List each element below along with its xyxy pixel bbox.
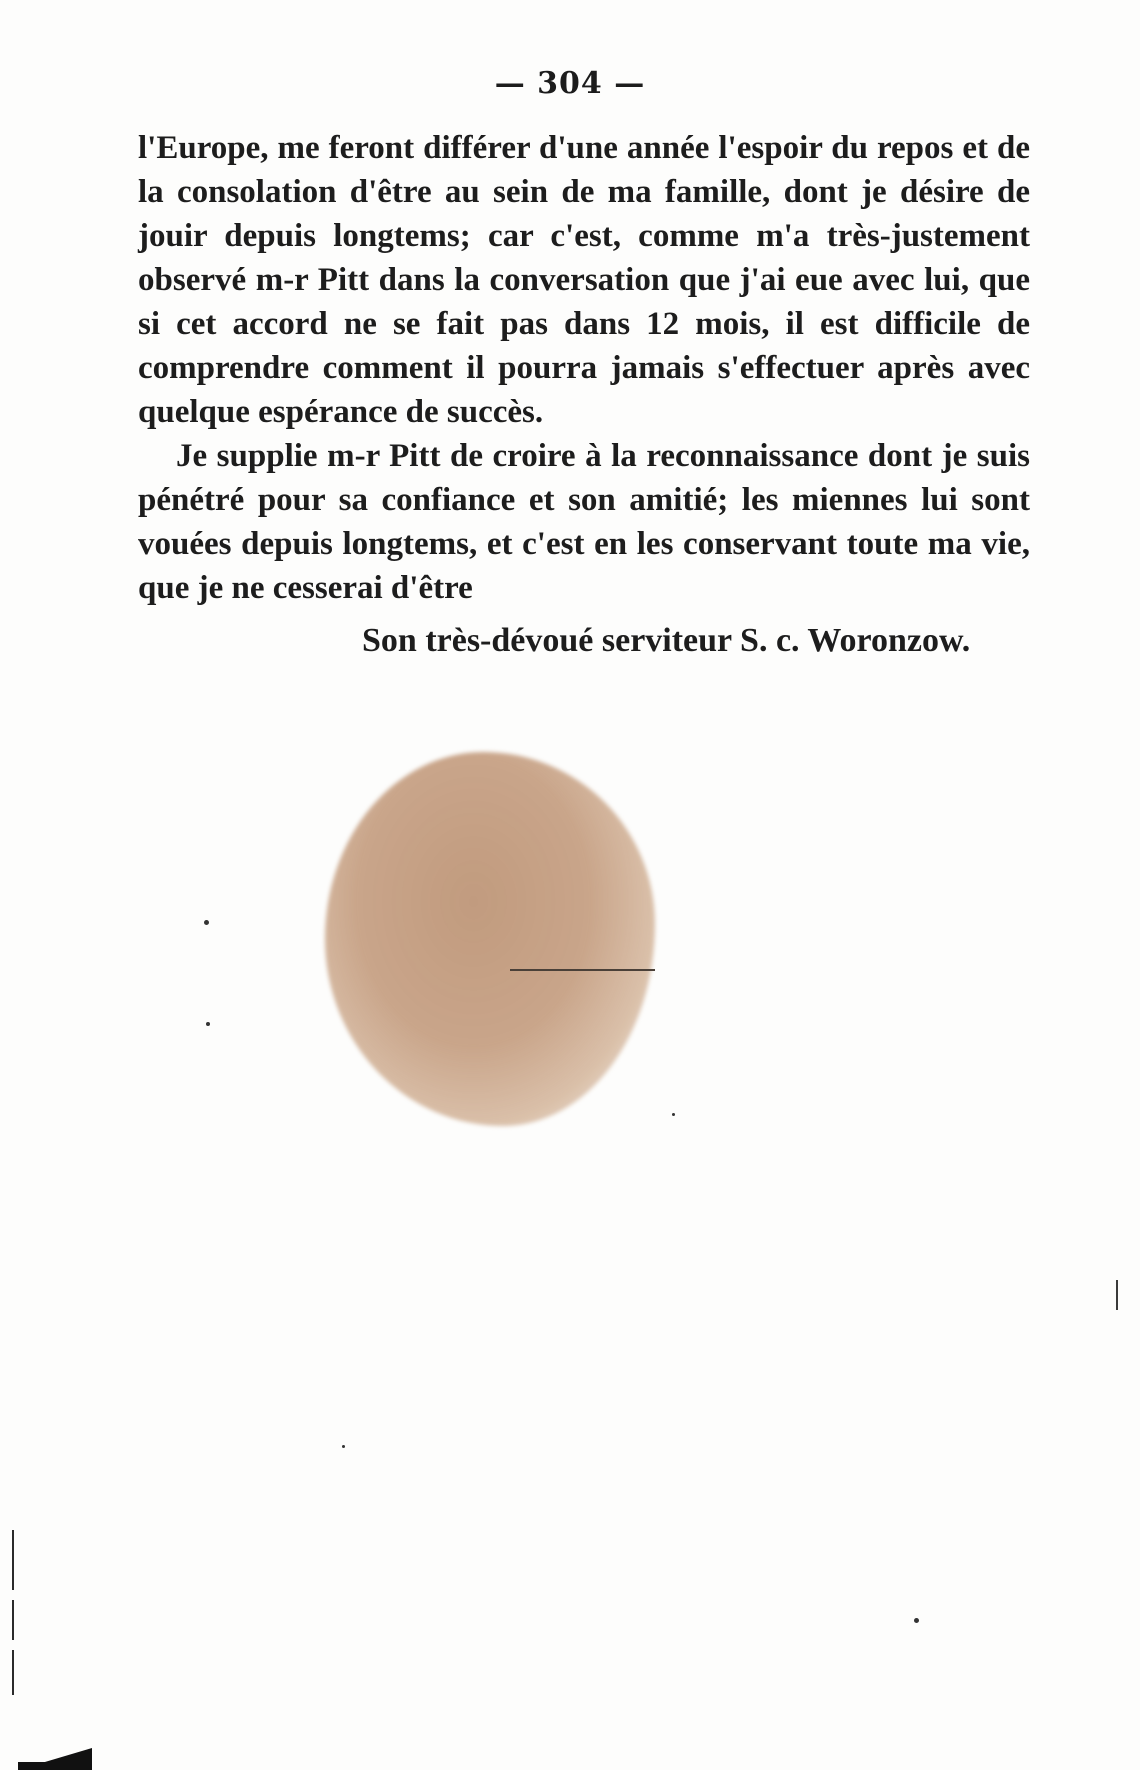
ink-speck (342, 1445, 345, 1448)
letter-body (138, 126, 1030, 610)
scan-edge-mark (1116, 1280, 1118, 1310)
ink-speck (672, 1113, 675, 1116)
scan-edge-mark (12, 1530, 14, 1590)
stain-rule-line (510, 969, 655, 971)
paragraph-1: l'Europe, me feront différer d'une année l'espoir du repos et de la consolation d'être au sein de ma famille, dont je désire de jouir depuis longtems; car c'est, comme m'a très-justement observé m-r Pitt dans la conversation que j'ai eue avec lui, que si cet accord ne se fait pas dans 12 mois, il est difficile de comprendre comment il pourra jamais s'effectuer après avec quelque espérance de succès. (138, 130, 1030, 430)
ink-speck (914, 1618, 919, 1623)
signature-line: Son très-dévoué serviteur S. c. Woronzow. (362, 622, 971, 659)
scan-corner-mark-base (18, 1762, 88, 1770)
paragraph-2: Je supplie m-r Pitt de croire à la reconnaissance dont je suis pénétré pour sa confiance et son amitié; les miennes lui sont vouées depuis longtems, et c'est en les conservant toute ma vie, que je ne cesserai d'être (138, 438, 1030, 606)
ink-speck (204, 920, 209, 925)
scan-edge-mark (12, 1600, 14, 1640)
paper-stain (325, 752, 655, 1126)
page-number: — 304 — (494, 66, 646, 101)
ink-speck (206, 1022, 210, 1026)
scan-edge-mark (12, 1650, 14, 1695)
